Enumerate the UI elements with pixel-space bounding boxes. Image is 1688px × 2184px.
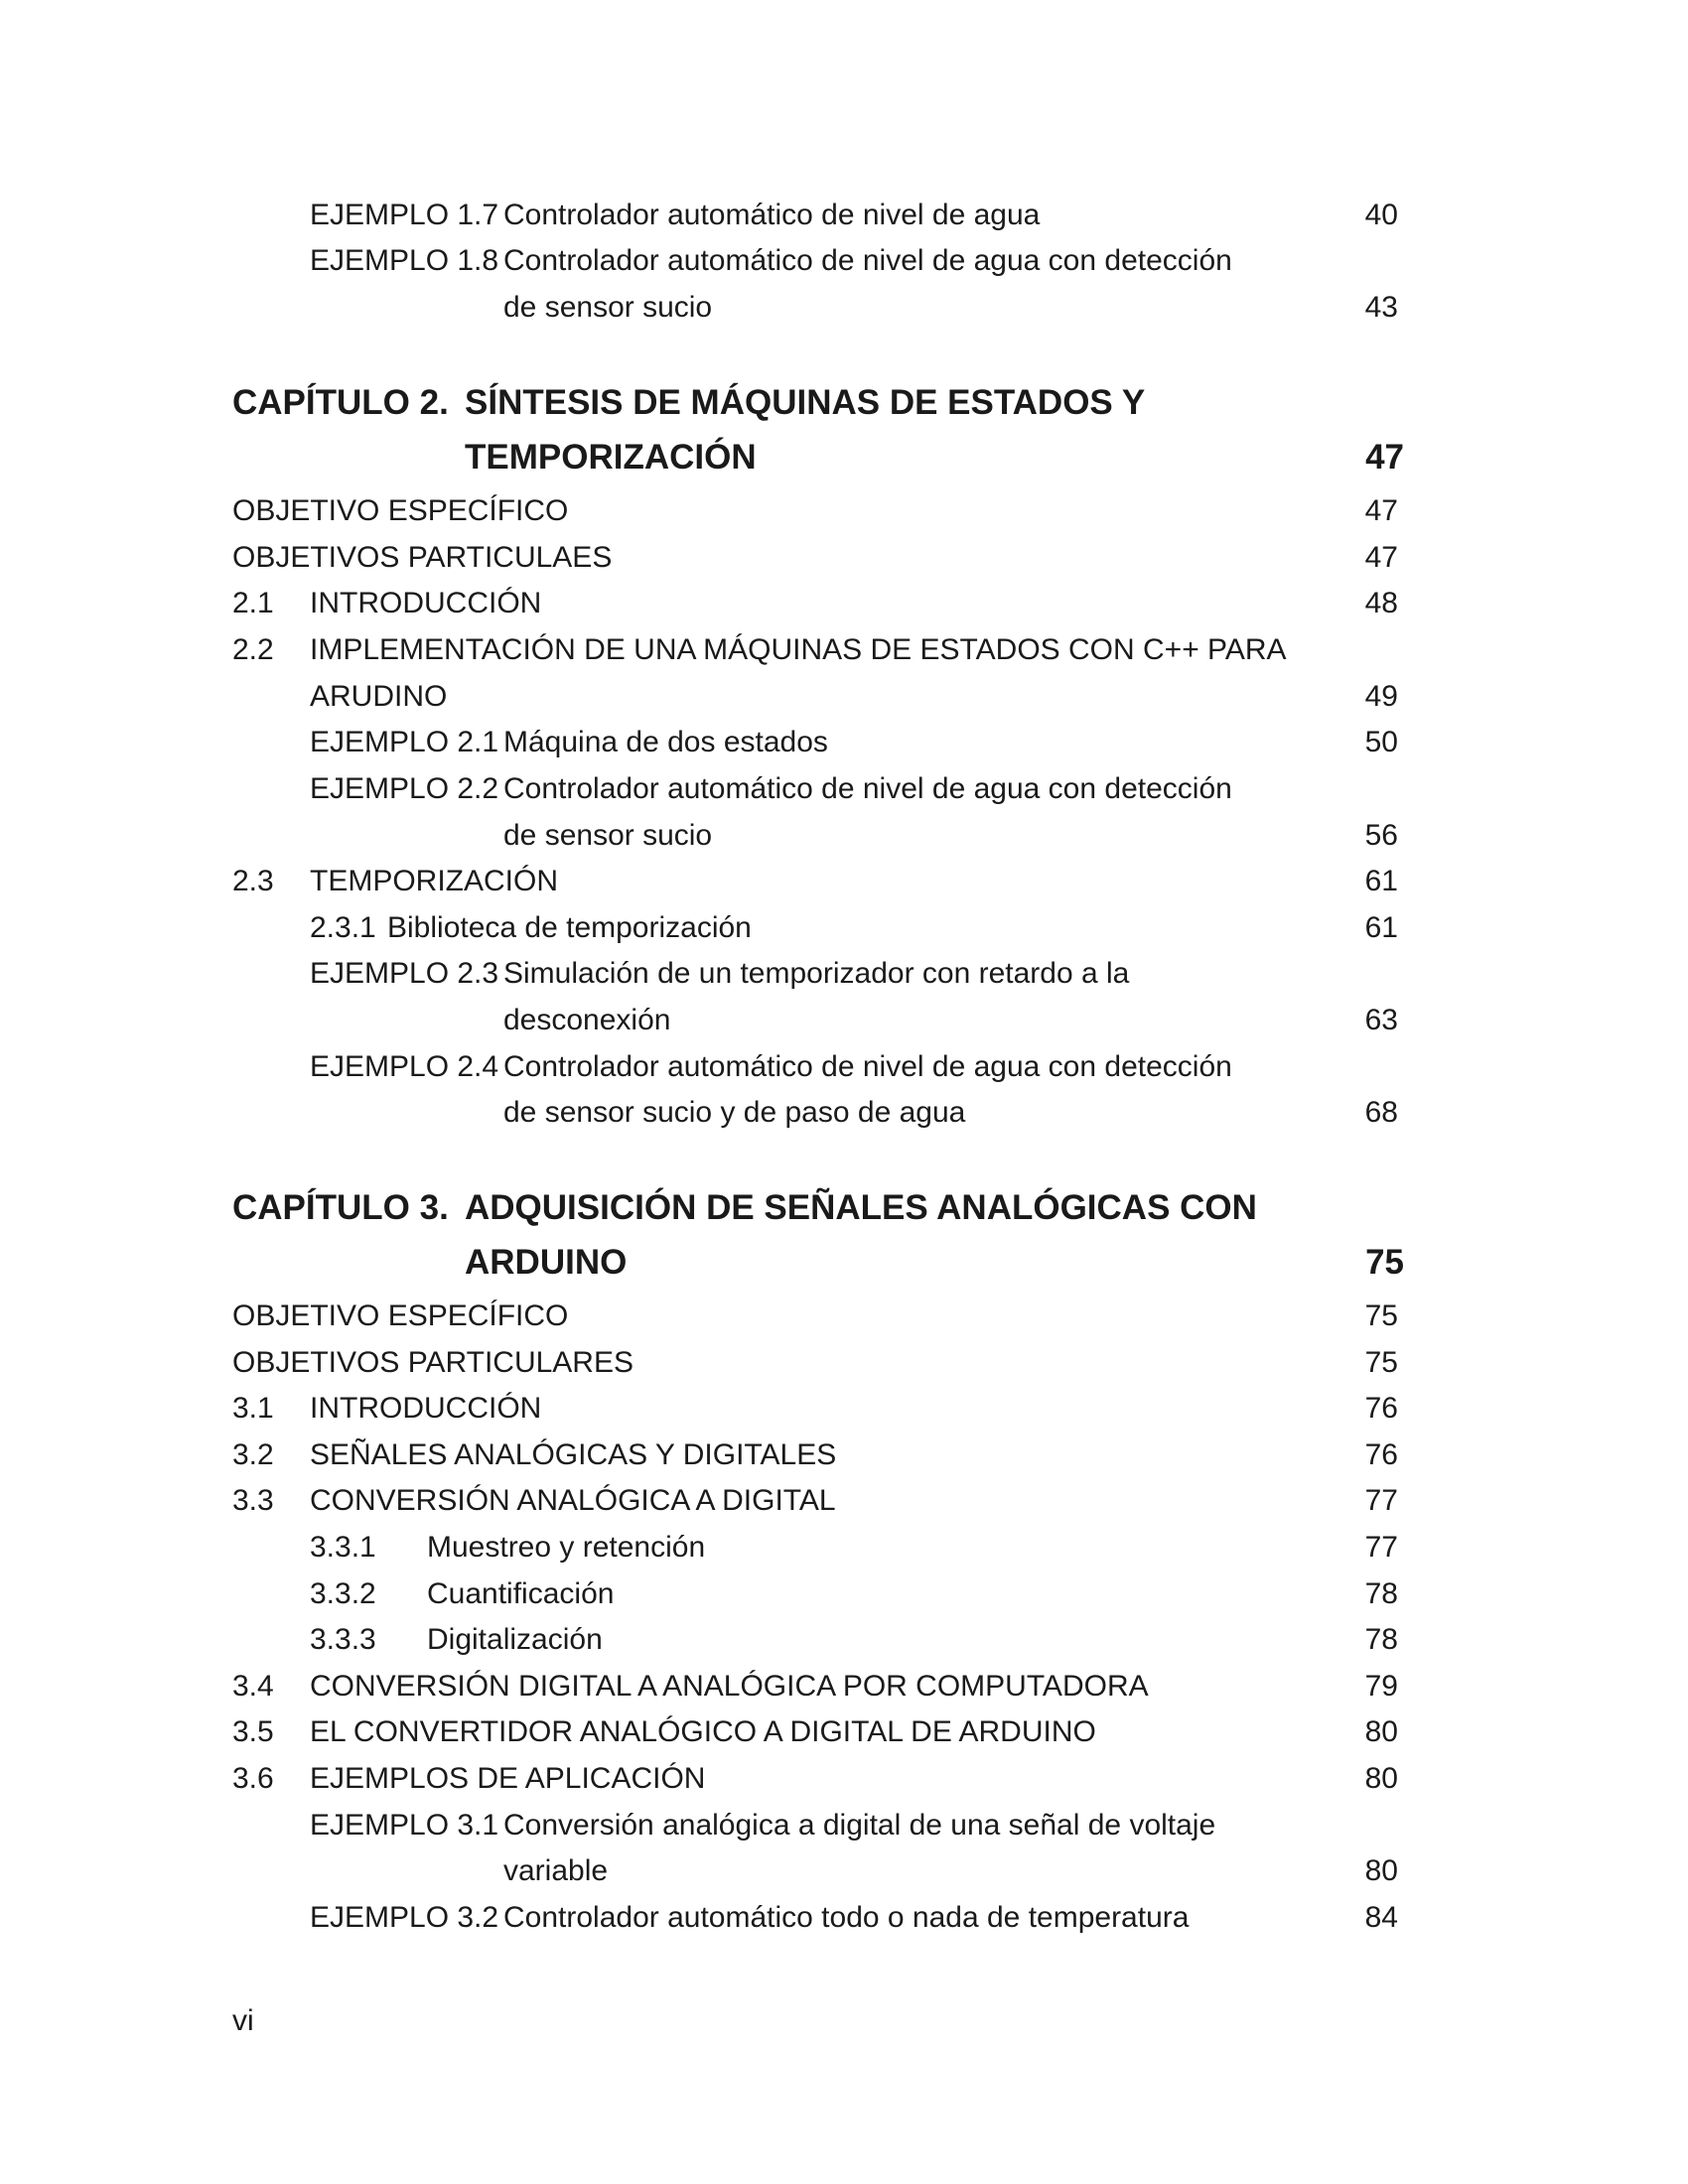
page-reference: 47 bbox=[1364, 494, 1398, 527]
page-reference: 84 bbox=[1364, 1901, 1398, 1934]
entry-number: 3.3.1 bbox=[310, 1531, 376, 1564]
page-reference: 48 bbox=[1364, 587, 1398, 619]
entry-title: CONVERSIÓN DIGITAL A ANALÓGICA POR COMPUTADORA bbox=[310, 1670, 1149, 1703]
entry-title: TEMPORIZACIÓN bbox=[310, 865, 559, 897]
entry-number: 3.3.2 bbox=[310, 1577, 376, 1610]
entry-title: Controlador automático todo o nada de temperatura bbox=[503, 1901, 1190, 1934]
entry-number: EJEMPLO 2.2 bbox=[310, 772, 499, 805]
page-reference: 80 bbox=[1364, 1715, 1398, 1748]
page-reference: 56 bbox=[1364, 819, 1398, 852]
entry-title: de sensor sucio y de paso de agua bbox=[503, 1096, 966, 1129]
chapter-label: CAPÍTULO 2. bbox=[232, 383, 449, 422]
entry-number: 3.3 bbox=[232, 1484, 274, 1517]
entry-title: Controlador automático de nivel de agua bbox=[503, 199, 1041, 231]
entry-title: CONVERSIÓN ANALÓGICA A DIGITAL bbox=[310, 1484, 836, 1517]
entry-title: EL CONVERTIDOR ANALÓGICO A DIGITAL DE ARDUINO bbox=[310, 1715, 1096, 1748]
entry-title: EJEMPLOS DE APLICACIÓN bbox=[310, 1762, 706, 1795]
entry-number: EJEMPLO 2.1 bbox=[310, 726, 499, 758]
chapter-title: ADQUISICIÓN DE SEÑALES ANALÓGICAS CON bbox=[465, 1188, 1257, 1227]
entry-title: de sensor sucio bbox=[503, 819, 713, 852]
entry-number: EJEMPLO 3.2 bbox=[310, 1901, 499, 1934]
chapter-title: SÍNTESIS DE MÁQUINAS DE ESTADOS Y bbox=[465, 383, 1146, 422]
entry-number: 3.5 bbox=[232, 1715, 274, 1748]
page-reference: 43 bbox=[1364, 291, 1398, 324]
page-reference: 47 bbox=[1365, 438, 1404, 477]
page-reference: 61 bbox=[1364, 911, 1398, 944]
entry-title: Controlador automático de nivel de agua con detección bbox=[503, 772, 1232, 805]
entry-title: INTRODUCCIÓN bbox=[310, 587, 542, 619]
entry-title: de sensor sucio bbox=[503, 291, 713, 324]
entry-title: variable bbox=[503, 1854, 609, 1887]
entry-title: OBJETIVOS PARTICULAES bbox=[232, 541, 613, 574]
entry-number: 2.2 bbox=[232, 633, 274, 666]
entry-number: EJEMPLO 2.3 bbox=[310, 957, 499, 990]
entry-title: ARUDINO bbox=[310, 680, 448, 713]
page-reference: 77 bbox=[1364, 1484, 1398, 1517]
entry-number: EJEMPLO 1.7 bbox=[310, 199, 499, 231]
entry-title: Controlador automático de nivel de agua con detección bbox=[503, 244, 1232, 277]
entry-title: Controlador automático de nivel de agua con detección bbox=[503, 1050, 1232, 1083]
page-reference: 80 bbox=[1364, 1854, 1398, 1887]
chapter-title: TEMPORIZACIÓN bbox=[465, 438, 757, 477]
page-reference: 50 bbox=[1364, 726, 1398, 758]
entry-title: INTRODUCCIÓN bbox=[310, 1392, 542, 1425]
entry-title: OBJETIVO ESPECÍFICO bbox=[232, 494, 569, 527]
page-reference: 76 bbox=[1364, 1438, 1398, 1471]
entry-number: 3.6 bbox=[232, 1762, 274, 1795]
page-reference: 63 bbox=[1364, 1004, 1398, 1036]
entry-title: IMPLEMENTACIÓN DE UNA MÁQUINAS DE ESTADOS CON C++ PARA bbox=[310, 633, 1287, 666]
page-number-folio: vi bbox=[232, 2004, 254, 2037]
page-reference: 78 bbox=[1364, 1577, 1398, 1610]
page-reference: 75 bbox=[1365, 1243, 1404, 1282]
entry-number: 2.1 bbox=[232, 587, 274, 619]
entry-number: 3.3.3 bbox=[310, 1623, 376, 1656]
page-reference: 76 bbox=[1364, 1392, 1398, 1425]
entry-title: Biblioteca de temporización bbox=[387, 911, 752, 944]
entry-title: Digitalización bbox=[427, 1623, 603, 1656]
page-reference: 47 bbox=[1364, 541, 1398, 574]
entry-number: EJEMPLO 2.4 bbox=[310, 1050, 499, 1083]
entry-number: 3.1 bbox=[232, 1392, 274, 1425]
entry-number: 3.2 bbox=[232, 1438, 274, 1471]
page-reference: 61 bbox=[1364, 865, 1398, 897]
entry-title: OBJETIVOS PARTICULARES bbox=[232, 1346, 633, 1379]
page-reference: 49 bbox=[1364, 680, 1398, 713]
page-reference: 40 bbox=[1364, 199, 1398, 231]
page-reference: 68 bbox=[1364, 1096, 1398, 1129]
page-reference: 75 bbox=[1364, 1299, 1398, 1332]
entry-title: Muestreo y retención bbox=[427, 1531, 706, 1564]
page-reference: 78 bbox=[1364, 1623, 1398, 1656]
entry-title: SEÑALES ANALÓGICAS Y DIGITALES bbox=[310, 1438, 837, 1471]
page-reference: 77 bbox=[1364, 1531, 1398, 1564]
entry-title: Cuantificación bbox=[427, 1577, 615, 1610]
entry-title: Conversión analógica a digital de una señal de voltaje bbox=[503, 1809, 1216, 1842]
entry-title: Simulación de un temporizador con retardo a la bbox=[503, 957, 1130, 990]
entry-title: OBJETIVO ESPECÍFICO bbox=[232, 1299, 569, 1332]
chapter-label: CAPÍTULO 3. bbox=[232, 1188, 449, 1227]
entry-number: 2.3.1 bbox=[310, 911, 376, 944]
entry-title: desconexión bbox=[503, 1004, 671, 1036]
entry-number: EJEMPLO 3.1 bbox=[310, 1809, 499, 1842]
page-reference: 79 bbox=[1364, 1670, 1398, 1703]
entry-number: 2.3 bbox=[232, 865, 274, 897]
entry-number: EJEMPLO 1.8 bbox=[310, 244, 499, 277]
page-reference: 80 bbox=[1364, 1762, 1398, 1795]
entry-number: 3.4 bbox=[232, 1670, 274, 1703]
page-reference: 75 bbox=[1364, 1346, 1398, 1379]
entry-title: Máquina de dos estados bbox=[503, 726, 828, 758]
chapter-title: ARDUINO bbox=[465, 1243, 628, 1282]
